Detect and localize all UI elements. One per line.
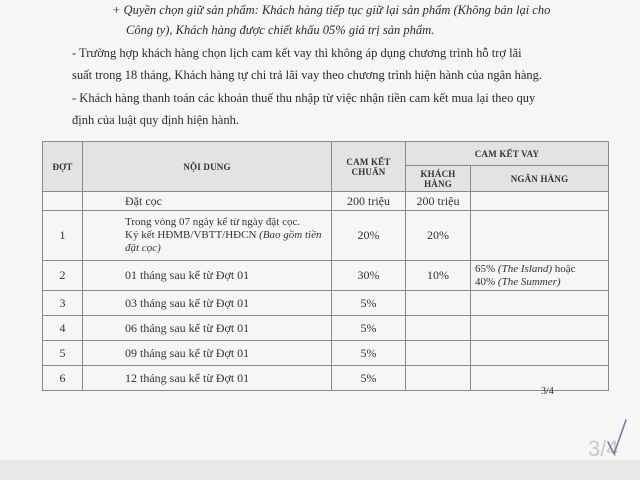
- cell-noi-dung: 03 tháng sau kể từ Đợt 01: [83, 291, 332, 316]
- header-ngan-hang: NGÂN HÀNG: [471, 166, 609, 192]
- header-noi-dung: NỘI DUNG: [83, 142, 332, 192]
- header-cam-ket-chuan: CAM KẾT CHUẨN: [332, 142, 406, 192]
- cell-chuan: 30%: [332, 261, 406, 291]
- cell-chuan: 5%: [332, 291, 406, 316]
- page-gap: [0, 460, 640, 480]
- header-cam-ket-vay: CAM KẾT VAY: [406, 142, 609, 166]
- cell-dot: 4: [43, 316, 83, 341]
- cell-khach: 10%: [406, 261, 471, 291]
- table-row: [43, 316, 609, 341]
- cell-noi-dung: 01 tháng sau kể từ Đợt 01: [83, 261, 332, 291]
- cell-dot: 5: [43, 341, 83, 366]
- cell-noi-dung: Đặt cọc: [83, 192, 332, 211]
- cell-ngan: [471, 341, 609, 366]
- header-khach-hang: KHÁCH HÀNG: [406, 166, 471, 192]
- cell-noi-dung: Trong vòng 07 ngày kể từ ngày đặt cọc. Ký kết HĐMB/VBTT/HĐCN (Bao gồm tiền đặt cọc): [83, 211, 332, 261]
- paragraph-line: suất trong 18 tháng, Khách hàng tự chi trả lãi vay theo chương trình hiện hành của ngân hàng.: [72, 68, 543, 82]
- cell-dot: [43, 192, 83, 211]
- cell-ngan: [471, 316, 609, 341]
- table-row: [43, 366, 609, 391]
- page-number: 3/4: [541, 386, 554, 397]
- cell-noi-dung: 09 tháng sau kể từ Đợt 01: [83, 341, 332, 366]
- table-row: [43, 261, 609, 291]
- cell-khach: [406, 291, 471, 316]
- cell-chuan: 5%: [332, 316, 406, 341]
- table-row: [43, 341, 609, 366]
- cell-chuan: 5%: [332, 341, 406, 366]
- paragraph-line: Công ty), Khách hàng được chiết khấu 05% giá trị sản phẩm.: [126, 23, 435, 37]
- cell-ngan: [471, 291, 609, 316]
- cell-chuan: 5%: [332, 366, 406, 391]
- cell-khach: [406, 366, 471, 391]
- paragraph-line: - Trường hợp khách hàng chọn lịch cam kết vay thì không áp dụng chương trình hỗ trợ lãi: [72, 46, 522, 60]
- cell-dot: 2: [43, 261, 83, 291]
- table-row: [43, 291, 609, 316]
- table-row: [43, 211, 609, 261]
- cell-khach: 200 triệu: [406, 192, 471, 211]
- cell-dot: 3: [43, 291, 83, 316]
- cell-ngan: [471, 211, 609, 261]
- header-dot: ĐỢT: [43, 142, 83, 192]
- paragraph-line: định của luật quy định hiện hành.: [72, 113, 239, 127]
- cell-khach: [406, 316, 471, 341]
- cell-ngan: [471, 366, 609, 391]
- cell-chuan: 20%: [332, 211, 406, 261]
- cell-dot: 1: [43, 211, 83, 261]
- page-watermark: 3/4: [588, 436, 619, 461]
- cell-khach: 20%: [406, 211, 471, 261]
- cell-ngan: 65% (The Island) hoặc 40% (The Summer): [471, 261, 609, 291]
- payment-schedule-table: [42, 141, 609, 391]
- paragraph-line: + Quyền chọn giữ sản phẩm: Khách hàng tiếp tục giữ lại sản phẩm (Không bán lại cho: [112, 3, 551, 17]
- cell-chuan: 200 triệu: [332, 192, 406, 211]
- table-row: [43, 192, 609, 211]
- paragraph-line: - Khách hàng thanh toán các khoản thuế thu nhập từ việc nhận tiền cam kết mua lại theo quy: [72, 91, 536, 105]
- cell-ngan: [471, 192, 609, 211]
- cell-dot: 6: [43, 366, 83, 391]
- cell-noi-dung: 12 tháng sau kể từ Đợt 01: [83, 366, 332, 391]
- cell-khach: [406, 341, 471, 366]
- checkmark-icon: [604, 418, 630, 458]
- cell-noi-dung: 06 tháng sau kể từ Đợt 01: [83, 316, 332, 341]
